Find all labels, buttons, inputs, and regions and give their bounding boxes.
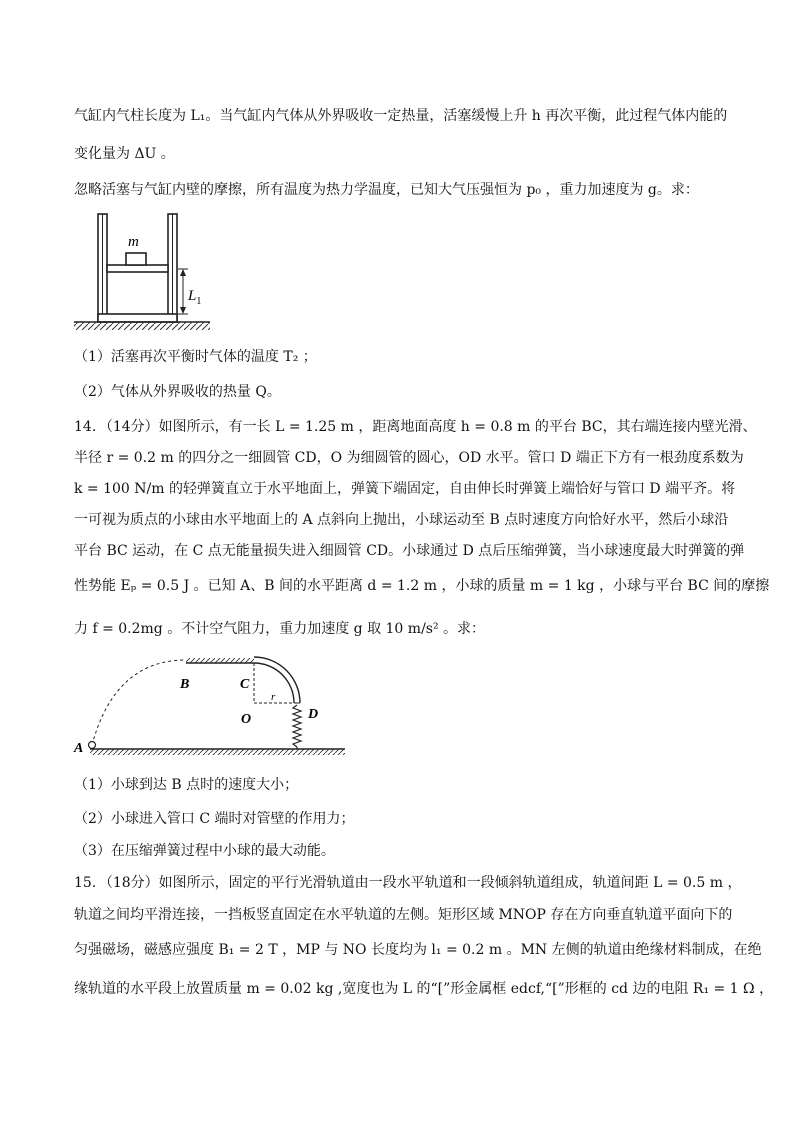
q15-line1: 15．（18分）如图所示，固定的平行光滑轨道由一段水平轨道和一段倾斜轨道组成，轨道间距 L = 0.5 m ，	[74, 875, 742, 891]
q13-intro-line3: 忽略活塞与气缸内壁的摩擦，所有温度为热力学温度，已知大气压强恒为 p₀ ，重力加速度为 g。求：	[74, 182, 699, 198]
label-o: O	[241, 712, 252, 727]
mass-label: m	[128, 234, 139, 250]
ball	[89, 742, 96, 749]
q14-line5: 平台 BC 运动，在 C 点无能量损失进入细圆管 CD。小球通过 D 点后压缩弹簧，当小球速度最大时弹簧的弹	[74, 543, 745, 559]
q14-line1: 14．（14分）如图所示，有一长 L = 1.25 m ，距离地面高度 h = 0.8 m 的平台 BC，其右端连接内壁光滑、	[74, 419, 757, 435]
q13-subq2: （2）气体从外界吸收的热量 Q。	[74, 384, 281, 400]
ground-hatch	[90, 749, 345, 755]
label-b: B	[180, 677, 190, 692]
label-r: r	[271, 691, 276, 703]
trajectory-dashed	[92, 660, 186, 745]
length-label: $L_1$	[188, 288, 202, 307]
q14-line2: 半径 r = 0.2 m 的四分之一细圆管 CD，O 为细圆管的圆心，OD 水平。管口 D 端正下方有一根劲度系数为	[74, 450, 744, 466]
q14-subq2: （2）小球进入管口 C 端时对管壁的作用力；	[74, 811, 355, 827]
q13-intro-line1: 气缸内气柱长度为 L₁。当气缸内气体从外界吸收一定热量，活塞缓慢上升 h 再次平衡，此过程气体内能的	[74, 108, 728, 124]
q13-intro-line2: 变化量为 ΔU 。	[74, 146, 175, 162]
q14-subq1: （1）小球到达 B 点时的速度大小；	[74, 777, 299, 793]
ground-hatch	[74, 322, 210, 330]
spring	[293, 705, 301, 747]
cylinder-figure	[70, 210, 215, 335]
q15-line4: 缘轨道的水平段上放置质量 m = 0.02 kg ,宽度也为 L 的“[”形金属框 edcf,“[”形框的 cd 边的电阻 R₁ = 1 Ω ，	[74, 981, 774, 997]
q14-line4: 一可视为质点的小球由水平地面上的 A 点斜向上抛出，小球运动至 B 点时速度方向恰好水平，然后小球沿	[74, 512, 729, 528]
q14-subq3: （3）在压缩弹簧过程中小球的最大动能。	[74, 843, 335, 859]
q15-line2: 轨道之间均平滑连接，一挡板竖直固定在水平轨道的左侧。矩形区域 MNOP 存在方向垂直轨道平面向下的	[74, 907, 733, 923]
q13-subq1: （1）活塞再次平衡时气体的温度 T₂ ；	[74, 349, 317, 365]
label-d: D	[308, 707, 319, 722]
q14-line6: 性势能 Eₚ = 0.5 J 。已知 A、B 间的水平距离 d = 1.2 m ，小球的质量 m = 1 kg ，小球与平台 BC 间的摩擦	[74, 578, 770, 594]
q15-line3: 匀强磁场，磁感应强度 B₁ = 2 T ，MP 与 NO 长度均为 l₁ = 0.2 m 。MN 左侧的轨道由绝缘材料制成，在绝	[74, 942, 762, 958]
label-a: A	[74, 741, 84, 756]
label-c: C	[240, 677, 250, 692]
q14-line3: k = 100 N/m 的轻弹簧直立于水平地面上，弹簧下端固定，自由伸长时弹簧上端恰好与管口 D 端平齐。将	[74, 481, 736, 497]
mass-block	[126, 253, 146, 265]
cylinder-bottom	[98, 314, 177, 322]
track-figure	[70, 648, 355, 763]
q14-line7: 力 f = 0.2mg 。不计空气阻力，重力加速度 g 取 10 m/s² 。求：	[74, 621, 486, 637]
piston	[107, 265, 168, 272]
